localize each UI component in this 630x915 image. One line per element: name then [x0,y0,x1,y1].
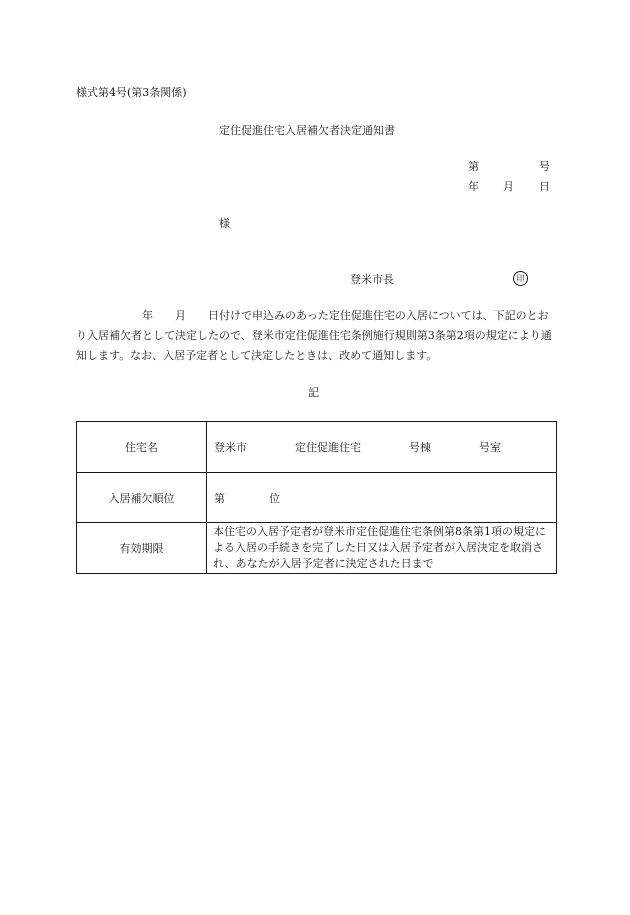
table-row-validity [77,523,557,574]
housing-room: 号室 [479,441,501,454]
table-row-housing [77,422,557,473]
details-table [76,421,557,574]
housing-name: 定住促進住宅 [295,441,361,454]
table-row-order [77,473,557,523]
document-title: 定住促進住宅入居補欠者決定通知書 [219,124,395,137]
order-label: 入居補欠順位 [77,473,207,523]
body-text: 日付けで申込みのあった定住促進住宅の入居については、下記のとおり入居補欠者として決定したので、登米市定住促進住宅条例施行規則第3条第2項の規定により通知します。なお、入居予定者として決定したときは、改めて通知します。 [76,309,552,362]
housing-value [207,422,557,473]
sender-title: 登米市長 [350,273,394,286]
addressee-suffix: 様 [219,217,230,230]
body-paragraph [76,306,554,366]
validity-value: 本住宅の入居予定者が登米市定住促進住宅条例第8条第1項の規定による入居の手続きを完了した日又は入居予定者が入居決定を取消され、あなたが入居予定者に決定された日まで [207,523,557,574]
order-prefix: 第 [214,491,225,505]
date-month: 月 [503,180,514,193]
housing-label: 住宅名 [77,422,207,473]
validity-label: 有効期限 [77,523,207,574]
body-year: 年 [142,309,153,322]
doc-number-suffix: 号 [539,160,550,173]
body-month: 月 [175,309,186,322]
housing-city: 登米市 [214,441,247,454]
order-suffix: 位 [269,491,280,505]
ki-heading: 記 [308,386,319,399]
doc-number-prefix: 第 [468,160,479,173]
date-year: 年 [468,180,479,193]
seal-icon: 印 [513,271,528,286]
date-day: 日 [539,180,550,193]
housing-building: 号棟 [409,441,431,454]
order-value [207,473,557,523]
form-number: 様式第4号(第3条関係) [76,86,187,99]
